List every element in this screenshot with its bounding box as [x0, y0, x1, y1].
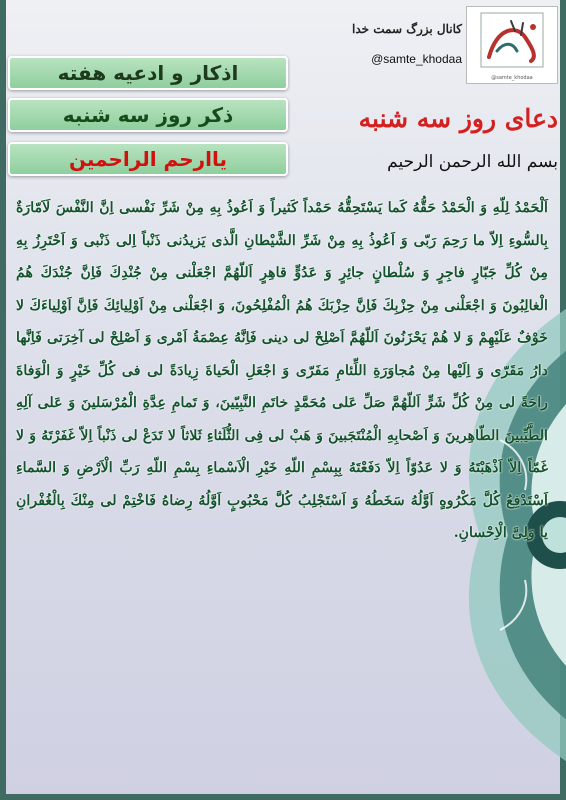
page-title: دعای روز سه شنبه [358, 104, 558, 133]
basmala: بسم الله الرحمن الرحیم [387, 152, 558, 172]
prayer-text: اَلْحَمْدُ لِلّهِ وَ الْحَمْدُ حَقُّهُ كَما يَسْتَحِقُّهُ حَمْداً كَثيراً وَ اَعُوذُ بِهِ مِنْ شَرِّ نَفْسى اِنَّ النَّفْسَ لَاَمّارَةٌ بِالسُّوءِ اِلاّ ما رَحِمَ رَبّى وَ اَعُوذُ بِهِ مِنْ شَرِّ الشَّيْطانِ الَّذى يَزيدُنى ذَنْباً اِلى ذَنْبى وَ اَحْتَرِزُ بِهِ مِنْ كُلِّ جَبّارٍ فاجِرٍ وَ سُلْطانٍ جائِرٍ وَ عَدُوٍّ قاهِرٍ اَللّهُمَّ اجْعَلْنى مِنْ جُنْدِكَ فَاِنَّ جُنْدَكَ هُمُ الْغالِبُونَ وَ اجْعَلْنى مِنْ حِزْبِكَ فَاِنَّ حِزْبَكَ هُمُ الْمُفْلِحُونَ، وَ اجْعَلْنى مِنْ اَوْلِيائِكَ فَاِنَّ اَوْلِياءَكَ لا خَوْفٌ عَلَيْهِمْ وَ لا هُمْ يَحْزَنُونَ اَللّهُمَّ اَصْلِحْ لى دينى فَاِنَّهُ عِصْمَةُ اَمْرى وَ اَصْلِحْ لى آخِرَتى فَاِنَّها دارُ مَقَرّى وَ اِلَيْها مِنْ مُجاوَرَةِ اللِّئامِ مَفَرّى وَ اجْعَلِ الْحَياةَ زِيادَةً لى فى كُلِّ خَيْرٍ وَ الْوَفاةَ راحَةً لى مِنْ كُلِّ شَرٍّ اَللّهُمَّ صَلِّ عَلى مُحَمَّدٍ خاتَمِ النَّبِيّينَ، وَ تَمامِ عِدَّةِ الْمُرْسَلينَ وَ عَلى آلِهِ الطَّيِّبينَ الطّاهِرينَ وَ اَصْحابِهِ الْمُنْتَجَبينَ وَ هَبْ لى فِى الثُّلَثاءِ ثَلاثاً لا تَدَعْ لى ذَنْباً اِلاّ غَفَرْتَهُ وَ لا غَمّاً اِلاّ اَذْهَبْتَهُ وَ لا عَدُوّاً اِلاّ دَفَعْتَهُ بِبِسْمِ اللّهِ خَيْرِ الْاَسْماءِ بِسْمِ اللّهِ رَبِّ الْاَرْضِ وَ السَّماءِ اَسْتَدْفِعُ كُلَّ مَكْرُوهٍ اَوَّلُهُ سَخَطُهُ وَ اَسْتَجْلِبُ كُلَّ مَحْبُوبٍ اَوَّلُهُ رِضاهُ فَاخْتِمْ لى مِنْكَ بِالْغُفْرانِ يا وَلِىَّ الْاِحْسانِ. [16, 200, 548, 541]
banner-weekly-prayers: اذکار و ادعیه هفته [8, 56, 288, 90]
banner-tuesday-dhikr: ذکر روز سه شنبه [8, 98, 288, 132]
channel-handle: @samte_khodaa [371, 52, 462, 66]
channel-logo [466, 6, 558, 84]
channel-name: کانال بزرگ سمت خدا [352, 22, 462, 36]
bottom-border [0, 794, 566, 800]
left-border [0, 0, 6, 800]
logo-handle: @samte_khodaa [491, 75, 533, 81]
calligraphy-logo-icon [467, 7, 557, 73]
banner-dhikr-phrase: یاارحم الراحمین [8, 142, 288, 176]
